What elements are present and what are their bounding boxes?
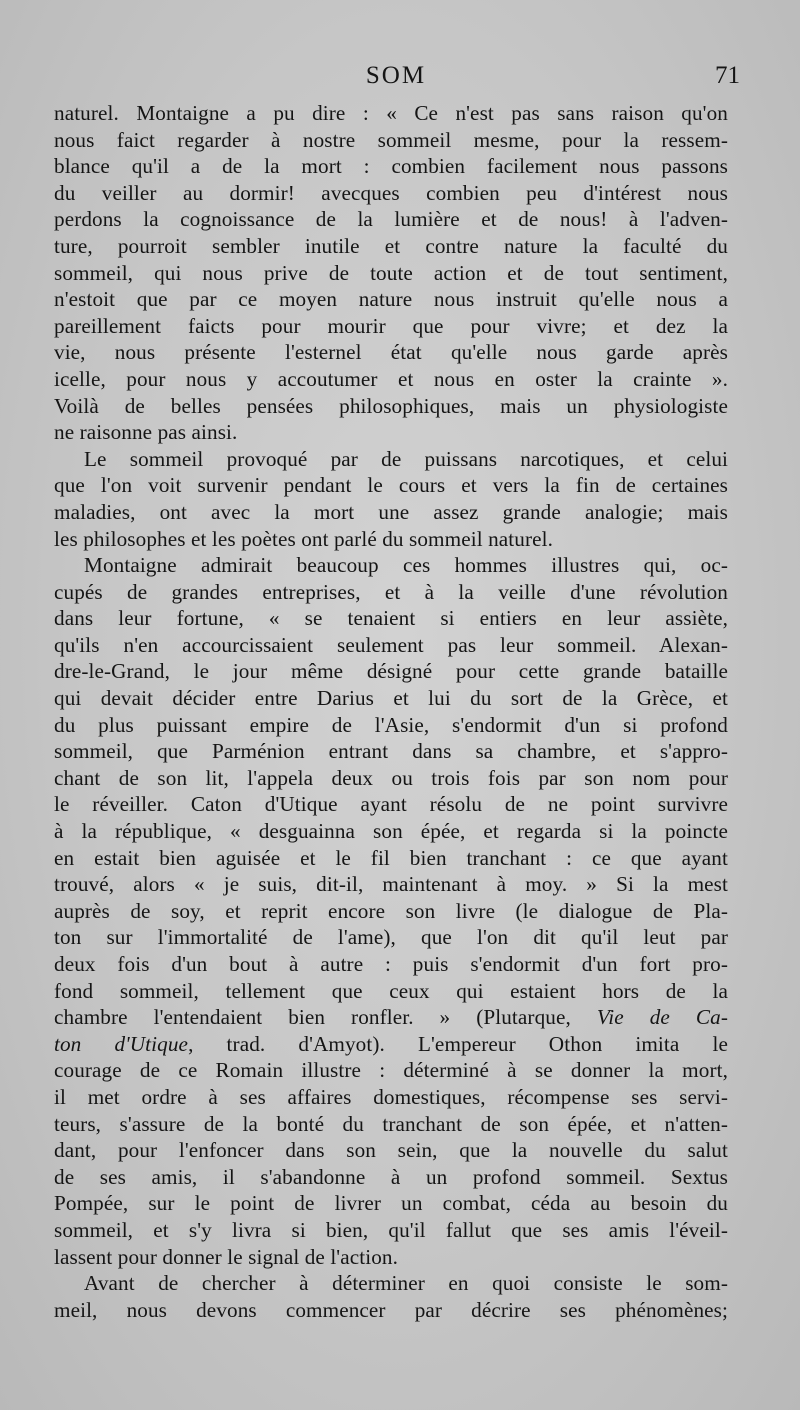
line-text: dans leur fortune, « se tenaient si entiers en leur assiète, [54,606,728,631]
line-text: blance qu'il a de la mort : combien facilement nous passons [54,154,728,179]
line-text: , trad. d'Amyot). L'empereur Othon imita le [188,1031,728,1056]
line-text: les philosophes et les poètes ont parlé du sommeil naturel. [54,526,553,551]
text-line [54,1190,728,1217]
line-text: sommeil, qui nous prive de toute action et de tout sentiment, [54,260,728,285]
line-text: teurs, s'assure de la bonté du tranchant de son épée, et n'atten- [54,1111,728,1136]
text-line [54,446,728,473]
text-line [54,1217,728,1244]
text-line [54,1084,728,1111]
line-text: fond sommeil, tellement que ceux qui estaient hors de la [54,978,728,1003]
text-line [54,313,728,340]
line-text: du plus puissant empire de l'Asie, s'endormit d'un si profond [54,712,728,737]
line-text: lassent pour donner le signal de l'action. [54,1244,398,1269]
line-text: ne raisonne pas ainsi. [54,420,238,445]
text-line [54,605,728,632]
text-line [54,791,728,818]
line-text: pareillement faicts pour mourir que pour vivre; et dez la [54,313,728,338]
line-text: perdons la cognoissance de la lumière et de nous! à l'adven- [54,207,728,232]
text-line [54,260,728,287]
text-line [54,127,728,154]
text-line [54,898,728,925]
line-text: de ses amis, il s'abandonne à un profond sommeil. Sextus [54,1164,728,1189]
page-header [52,62,740,98]
page-number: 71 [715,62,740,89]
text-line [54,1137,728,1164]
line-text: Voilà de belles pensées philosophiques, mais un physiologiste [54,393,728,418]
line-text: icelle, pour nous y accoutumer et nous en oster la crainte ». [54,366,728,391]
text-line [54,658,728,685]
text-line [54,1111,728,1138]
line-text: Avant de chercher à déterminer en quoi consiste le som- [84,1271,728,1296]
line-text: sommeil, que Parménion entrant dans sa chambre, et s'appro- [54,739,728,764]
text-line [54,526,728,553]
text-line [54,286,728,313]
italic-title: ton d'Utique [54,1031,189,1056]
text-line [54,1057,728,1084]
text-line [54,1270,728,1297]
text-line [54,818,728,845]
text-line [54,579,728,606]
text-line [54,924,728,951]
text-line [54,1164,728,1191]
line-text: Pompée, sur le point de livrer un combat, céda au besoin du [54,1191,728,1216]
text-line [54,233,728,260]
line-text: le réveiller. Caton d'Utique ayant résolu de ne point survivre [54,792,728,817]
line-text: chambre l'entendaient bien ronfler. » (Plutarque, [54,1005,597,1030]
line-text: du veiller au dormir! avecques combien peu d'intérest nous [54,180,728,205]
line-text: maladies, ont avec la mort une assez grande analogie; mais [54,499,728,524]
text-line [54,419,728,446]
line-text: meil, nous devons commencer par décrire ses phénomènes; [54,1297,728,1322]
text-line [54,180,728,207]
text-line [54,499,728,526]
line-text: vie, nous présente l'esternel état qu'elle nous garde après [54,340,728,365]
line-text: courage de ce Romain illustre : déterminé à se donner la mort, [54,1058,728,1083]
text-line [54,100,728,127]
text-line [54,1004,728,1031]
text-line [54,366,728,393]
text-line [54,712,728,739]
text-line [54,871,728,898]
line-text: cupés de grandes entreprises, et à la veille d'une révolution [54,579,728,604]
text-line [54,1244,728,1271]
line-text: trouvé, alors « je suis, dit-il, maintenant à moy. » Si la mest [54,872,728,897]
line-text: dant, pour l'enfoncer dans son sein, que la nouvelle du salut [54,1138,728,1163]
line-text: ture, pourroit sembler inutile et contre nature la faculté du [54,233,728,258]
line-text: en estait bien aguisée et le fil bien tranchant : ce que ayant [54,845,728,870]
line-text: Le sommeil provoqué par de puissans narcotiques, et celui [84,446,728,471]
text-line [54,738,728,765]
text-line [54,472,728,499]
running-head: SOM [365,62,427,89]
text-line [54,339,728,366]
text-line [54,1031,728,1058]
line-text: n'estoit que par ce moyen nature nous instruit qu'elle nous a [54,287,728,312]
line-text: que l'on voit survenir pendant le cours et vers la fin de certaines [54,473,728,498]
line-text: qui devait décider entre Darius et lui du sort de la Grèce, et [54,686,728,711]
line-text: chant de son lit, l'appela deux ou trois fois par son nom pour [54,765,728,790]
line-text: qu'ils n'en accourcissaient seulement pas leur sommeil. Alexan- [54,632,728,657]
text-line [54,552,728,579]
line-text: nous faict regarder à nostre sommeil mesme, pour la ressem- [54,127,728,152]
text-line [54,206,728,233]
text-line [54,393,728,420]
text-line [54,978,728,1005]
line-text: Montaigne admirait beaucoup ces hommes illustres qui, oc- [84,553,728,578]
text-line [54,845,728,872]
line-text: ton sur l'immortalité de l'ame), que l'on dit qu'il leut par [54,925,728,950]
text-line [54,632,728,659]
line-text: auprès de soy, et reprit encore son livre (le dialogue de Pla- [54,898,728,923]
line-text: deux fois d'un bout à autre : puis s'endormit d'un fort pro- [54,952,728,976]
line-text: sommeil, et s'y livra si bien, qu'il fallut que ses amis l'éveil- [54,1217,728,1242]
text-line [54,765,728,792]
text-line [54,153,728,180]
body-text [54,100,728,1323]
line-text: il met ordre à ses affaires domestiques, récompense ses servi- [54,1084,728,1109]
line-text: à la république, « desguainna son épée, et regarda si la poincte [54,819,728,844]
italic-title: Vie de Ca- [596,1005,728,1030]
text-line [54,1297,728,1324]
text-line [54,685,728,712]
line-text: naturel. Montaigne a pu dire : « Ce n'est pas sans raison qu'on [54,101,728,125]
line-text: dre-le-Grand, le jour même désigné pour cette grande bataille [54,659,728,684]
text-line [54,951,728,978]
